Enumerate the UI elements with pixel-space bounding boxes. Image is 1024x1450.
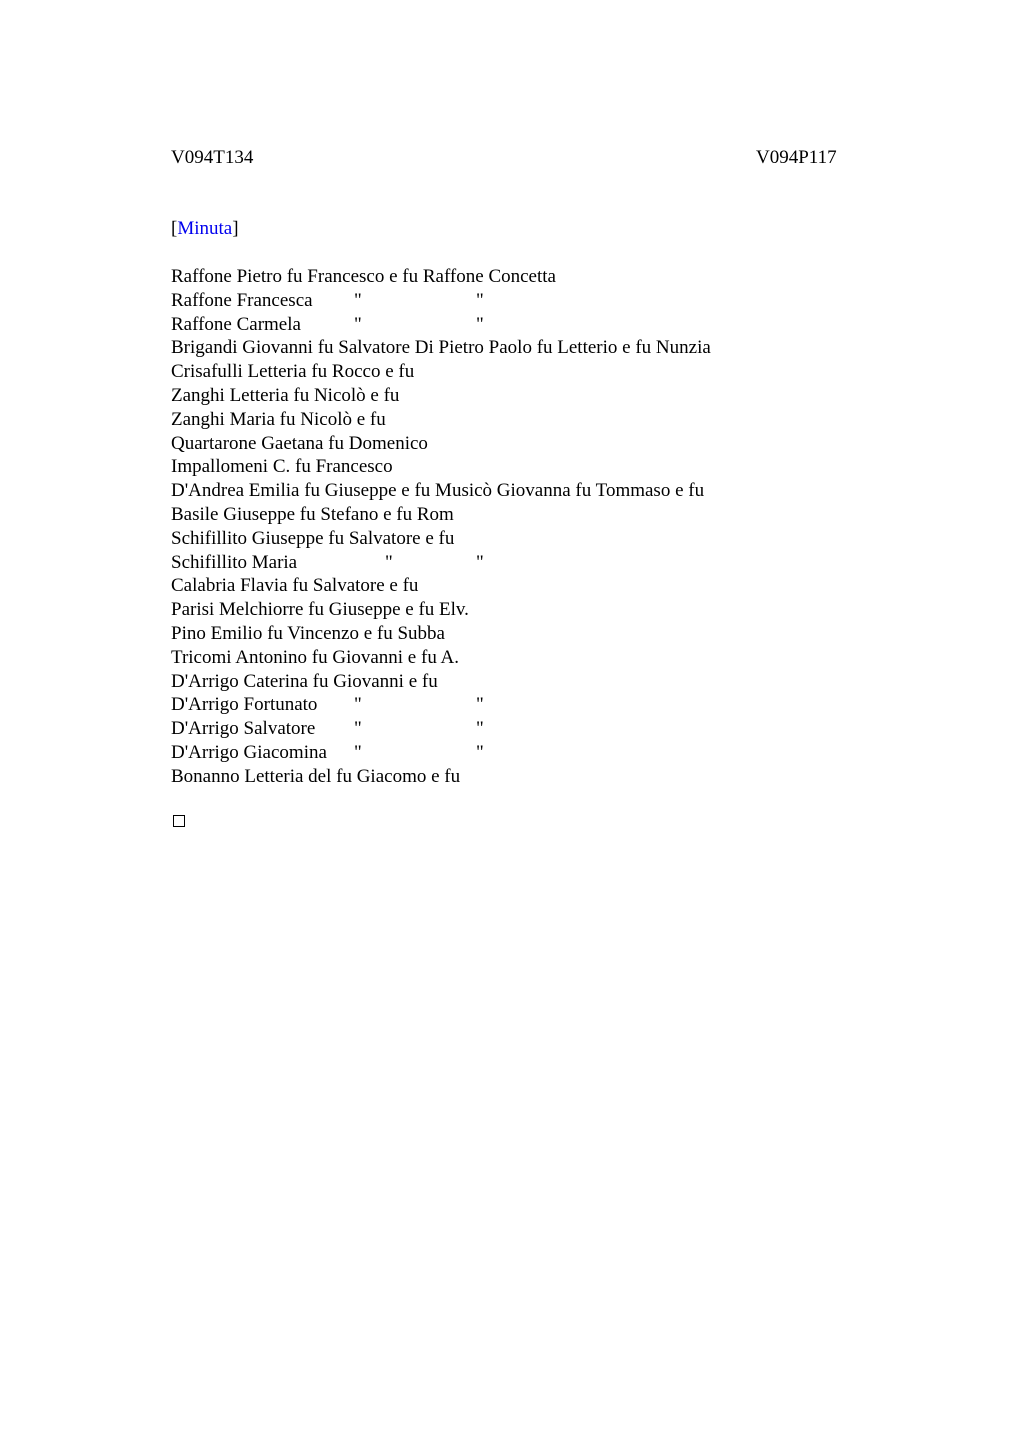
entry-row: [171, 290, 711, 314]
entry-row: [171, 599, 711, 623]
open-bracket: [: [171, 218, 178, 239]
entry-row: [171, 742, 711, 766]
entry-text: Calabria Flavia fu Salvatore e fu: [171, 575, 419, 597]
ditto-mark: ": [476, 694, 484, 716]
ditto-mark: ": [476, 313, 484, 335]
ditto-mark: ": [476, 289, 484, 311]
minuta-link[interactable]: Minuta: [177, 218, 233, 239]
entry-row: [171, 433, 711, 457]
entry-text: Raffone Carmela: [171, 313, 301, 335]
ditto-mark: ": [354, 741, 362, 763]
entry-text: D'Andrea Emilia fu Giuseppe e fu Musicò Giovanna fu Tommaso e fu: [171, 480, 705, 502]
entry-text: D'Arrigo Fortunato: [171, 694, 318, 716]
entry-text: D'Arrigo Salvatore: [171, 718, 316, 740]
close-bracket: ]: [232, 218, 239, 239]
entry-text: Pino Emilio fu Vincenzo e fu Subba: [171, 622, 445, 644]
entry-text: Raffone Pietro fu Francesco e fu Raffone Concetta: [171, 266, 556, 287]
entry-text: Schifillito Maria: [171, 551, 298, 573]
entry-row: [171, 409, 711, 433]
entry-text: Bonanno Letteria del fu Giacomo e fu: [171, 765, 461, 787]
entry-row: [171, 456, 711, 480]
entry-row: [171, 718, 711, 742]
entry-text: Basile Giuseppe fu Stefano e fu Rom: [171, 503, 454, 525]
ditto-mark: ": [354, 289, 362, 311]
entry-text: Zanghi Letteria fu Nicolò e fu: [171, 384, 400, 406]
entry-row: [171, 266, 711, 290]
entry-text: D'Arrigo Giacomina: [171, 741, 327, 763]
entry-row: [171, 337, 711, 361]
entry-text: Quartarone Gaetana fu Domenico: [171, 432, 428, 454]
entry-row: [171, 528, 711, 552]
ditto-mark: ": [476, 551, 484, 573]
entry-row: [171, 766, 711, 790]
entry-text: D'Arrigo Caterina fu Giovanni e fu: [171, 670, 438, 692]
ditto-mark: ": [354, 313, 362, 335]
entry-row: [171, 552, 711, 576]
entry-text: Impallomeni C. fu Francesco: [171, 456, 393, 478]
entry-list: [171, 266, 711, 790]
document-code-right: V094P117: [756, 147, 837, 168]
entry-text: Zanghi Maria fu Nicolò e fu: [171, 408, 386, 430]
ditto-mark: ": [476, 741, 484, 763]
entry-row: [171, 623, 711, 647]
entry-row: [171, 694, 711, 718]
section-label: [171, 218, 239, 240]
entry-row: [171, 647, 711, 671]
ditto-mark: ": [354, 718, 362, 740]
entry-row: [171, 671, 711, 695]
ditto-mark: ": [354, 694, 362, 716]
entry-text: Parisi Melchiorre fu Giuseppe e fu Elv.: [171, 599, 469, 621]
document-code-left: V094T134: [171, 147, 254, 168]
entry-row: [171, 504, 711, 528]
ditto-mark: ": [385, 551, 393, 573]
entry-row: [171, 314, 711, 338]
entry-row: [171, 575, 711, 599]
entry-text: Schifillito Giuseppe fu Salvatore e fu: [171, 527, 455, 549]
entry-text: Raffone Francesca: [171, 289, 313, 311]
entry-row: [171, 480, 711, 504]
checkbox[interactable]: [173, 815, 185, 827]
entry-text: Crisafulli Letteria fu Rocco e fu: [171, 361, 415, 383]
ditto-mark: ": [476, 718, 484, 740]
entry-row: [171, 385, 711, 409]
entry-row: [171, 361, 711, 385]
entry-text: Tricomi Antonino fu Giovanni e fu A.: [171, 646, 459, 668]
entry-text: Brigandi Giovanni fu Salvatore Di Pietro Paolo fu Letterio e fu Nunzia: [171, 337, 711, 359]
